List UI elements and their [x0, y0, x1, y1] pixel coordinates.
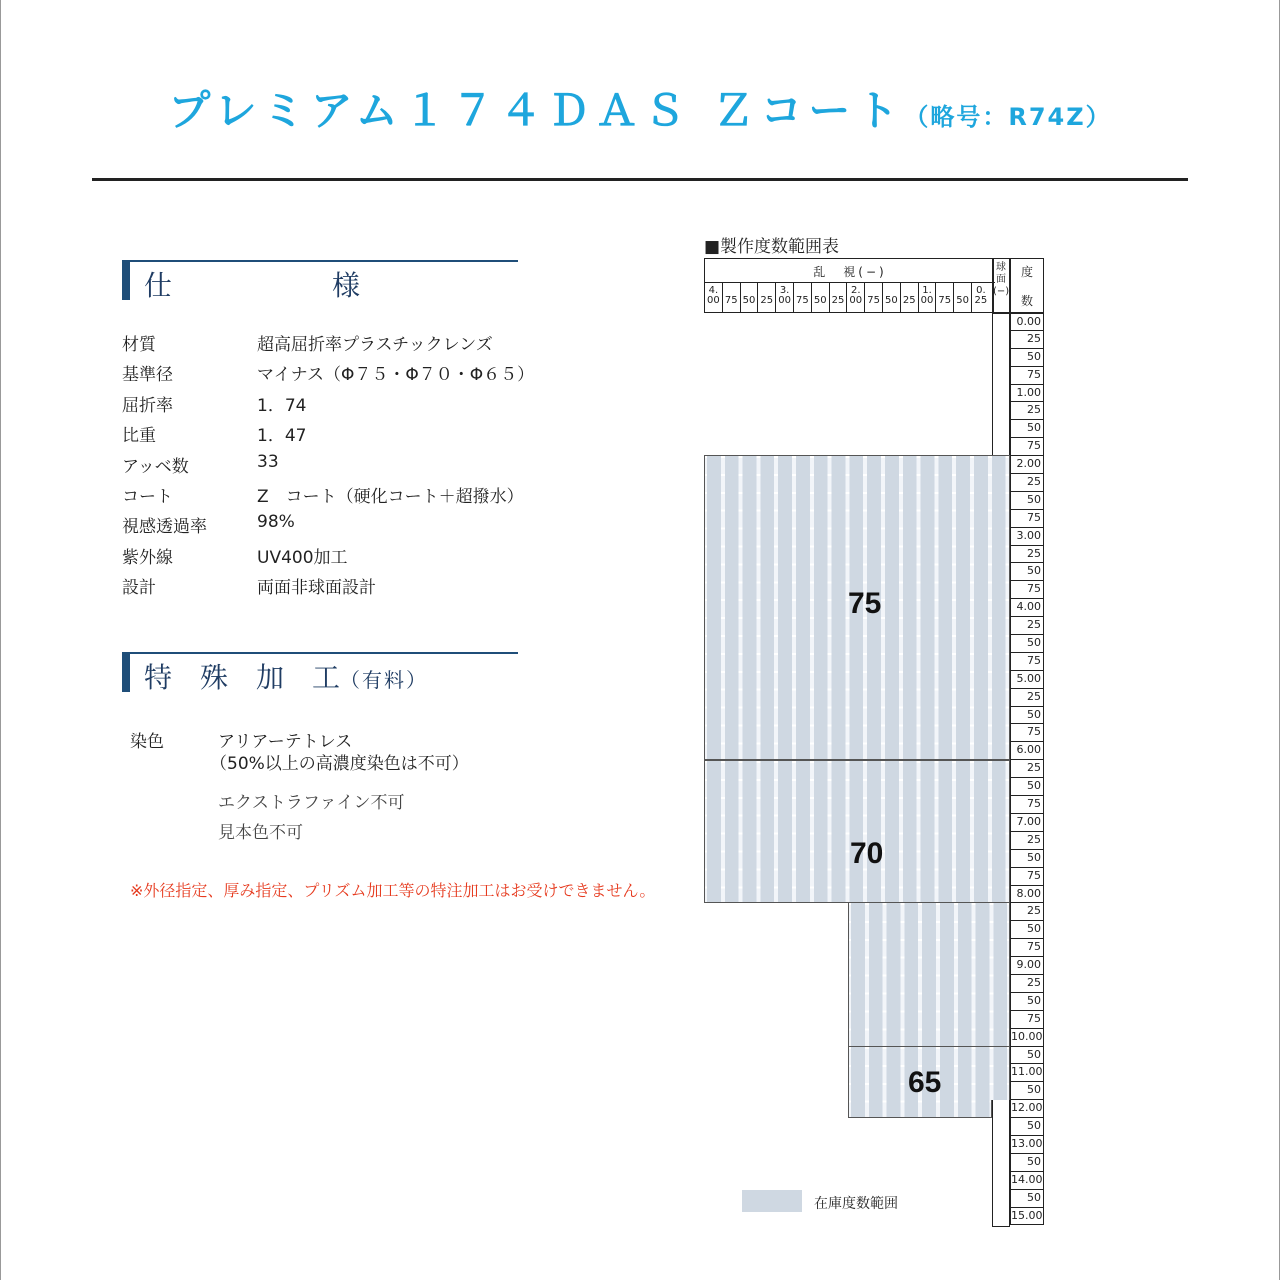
deg-header-top: 度: [1020, 265, 1033, 279]
sph-value-cell: 11.00: [1010, 1064, 1044, 1082]
zone-label-70: 70: [850, 837, 884, 870]
cyl-column-cell: [830, 283, 848, 313]
dye-label: 染色: [130, 732, 164, 752]
spec-value: マイナス（Φ７５・Φ７０・Φ６５）: [257, 365, 535, 386]
cyl-column-value: 00: [849, 295, 863, 306]
sph-value-cell: 50: [1010, 1118, 1044, 1136]
custom-order-warning: ※外径指定、厚み指定、プリズム加工等の特注加工はお受けできません。: [130, 881, 656, 900]
cyl-column-cell: [794, 283, 812, 313]
sph-value-cell: 10.00: [1010, 1029, 1044, 1047]
sph-value-cell: 25: [1010, 903, 1044, 921]
sph-value-cell: 25: [1010, 546, 1044, 564]
sph-value-cell: 50: [1010, 349, 1044, 367]
sph-value-cell: 75: [1010, 438, 1044, 456]
cyl-header-label: 乱 視(−): [813, 265, 887, 279]
cyl-column-value: 25: [831, 295, 845, 306]
cyl-column-value: 00: [778, 295, 791, 306]
sph-value-cell: 5.00: [1010, 671, 1044, 689]
special-heading-note: （有料）: [340, 668, 429, 692]
sph-header: 球面(−): [992, 258, 1010, 313]
spec-key: 紫外線: [122, 547, 173, 568]
sph-value-column: [1010, 313, 1044, 1225]
sph-value-cell: 0.00: [1010, 313, 1044, 331]
cyl-column-value: 75: [796, 295, 809, 306]
sph-value-cell: 75: [1010, 1011, 1044, 1029]
dye-note: （50%以上の高濃度染色は不可）: [210, 754, 469, 774]
sph-value-cell: 25: [1010, 760, 1044, 778]
title-abbr: （略号：R74Z）: [904, 103, 1112, 131]
sample-color-note: 見本色不可: [218, 823, 303, 843]
cyl-column-digit: 3.: [779, 285, 790, 296]
cyl-column-cell: [741, 283, 759, 313]
spec-heading-left: 仕: [144, 269, 173, 302]
legend-label: 在庫度数範囲: [814, 1196, 898, 1212]
heading-bar: [122, 654, 130, 692]
cyl-column-value: 25: [902, 295, 916, 306]
sph-value-cell: 9.00: [1010, 957, 1044, 975]
sph-value-cell: 50: [1010, 1154, 1044, 1172]
sph-value-cell: 50: [1010, 1047, 1044, 1065]
cyl-column-value: 50: [956, 295, 969, 306]
deg-header-bottom: 数: [1020, 294, 1033, 308]
special-heading-label: [144, 656, 428, 696]
cyl-column-cell: [812, 283, 830, 313]
cyl-column-cell: [954, 283, 972, 313]
sph-value-cell: 13.00: [1010, 1136, 1044, 1154]
cyl-column-value: 50: [742, 295, 756, 306]
sph-value-cell: 75: [1010, 868, 1044, 886]
legend-swatch: [742, 1190, 802, 1212]
cyl-column-cell: [865, 283, 883, 313]
cyl-column-cell: [901, 283, 919, 313]
sph-value-cell: 50: [1010, 850, 1044, 868]
cyl-column-cell: [936, 283, 954, 313]
sph-value-cell: 75: [1010, 510, 1044, 528]
sph-value-cell: 25: [1010, 975, 1044, 993]
cyl-column-cell: [705, 283, 723, 313]
sph-value-cell: 25: [1010, 617, 1044, 635]
spec-value: 98%: [257, 512, 295, 533]
cyl-column-value: 50: [885, 295, 898, 306]
spec-value: 1．47: [257, 426, 307, 447]
spec-key: 基準径: [122, 365, 173, 386]
sph-value-cell: 50: [1010, 993, 1044, 1011]
cyl-column-value: 75: [867, 295, 880, 306]
zone-label-75: 75: [848, 587, 882, 620]
spec-key: 比重: [122, 426, 156, 447]
dye-value: アリアーテトレス: [218, 732, 353, 752]
spec-heading-right: 様: [332, 269, 361, 302]
special-heading-text: 特 殊 加 工: [144, 661, 341, 694]
range-table-title: ■製作度数範囲表: [704, 237, 840, 257]
cyl-column-cell: [723, 283, 741, 313]
spec-key: 屈折率: [122, 395, 173, 416]
zone-label-65: 65: [908, 1066, 942, 1099]
cyl-column-cell: [919, 283, 937, 313]
sph-value-cell: 50: [1010, 563, 1044, 581]
spec-value: 両面非球面設計: [257, 578, 376, 599]
sph-value-cell: 14.00: [1010, 1172, 1044, 1190]
spec-value: 1．74: [257, 395, 307, 416]
sph-value-cell: 75: [1010, 581, 1044, 599]
cyl-column-digit: 1.: [922, 285, 932, 296]
sph-value-cell: 25: [1010, 689, 1044, 707]
cyl-column-cell: [758, 283, 776, 313]
spec-value: 超高屈折率プラスチックレンズ: [257, 335, 493, 355]
zone-70-upper: [704, 760, 1010, 903]
spec-key: 設計: [122, 578, 156, 599]
cyl-column-value: 75: [724, 295, 738, 306]
sph-value-cell: 75: [1010, 939, 1044, 957]
sph-value-cell: 75: [1010, 367, 1044, 385]
heading-bar: [122, 262, 130, 300]
sph-value-cell: 25: [1010, 402, 1044, 420]
sph-value-cell: 8.00: [1010, 886, 1044, 904]
sph-value-cell: 75: [1010, 724, 1044, 742]
title-rule: [92, 178, 1188, 181]
sph-value-cell: 50: [1010, 778, 1044, 796]
deg-header: [1010, 258, 1044, 313]
sph-value-cell: 50: [1010, 921, 1044, 939]
page-border-left: [0, 0, 1, 1280]
spec-value: Z コート（硬化コート＋超撥水）: [257, 486, 524, 507]
sph-value-cell: 7.00: [1010, 814, 1044, 832]
sph-value-cell: 15.00: [1010, 1208, 1044, 1226]
spec-value: UV400加工: [257, 547, 348, 568]
sph-value-cell: 1.00: [1010, 385, 1044, 403]
extra-fine-note: エクストラファイン不可: [218, 793, 405, 813]
sph-value-cell: 50: [1010, 492, 1044, 510]
cyl-column-value: 50: [813, 295, 827, 306]
sph-value-cell: 50: [1010, 707, 1044, 725]
cyl-column-value: 25: [974, 295, 988, 306]
sph-value-cell: 4.00: [1010, 599, 1044, 617]
sph-value-cell: 75: [1010, 653, 1044, 671]
cyl-column-cell: [776, 283, 794, 313]
cyl-column-digit: 4.: [708, 285, 719, 296]
spec-key: 材質: [122, 335, 156, 355]
sph-value-cell: 50: [1010, 1190, 1044, 1208]
zone-70-lower: [848, 902, 1010, 1047]
cyl-header-title: [705, 259, 995, 283]
sph-value-cell: 6.00: [1010, 742, 1044, 760]
cyl-column-cell: [972, 283, 990, 313]
spec-heading: [122, 260, 518, 300]
sph-value-cell: 2.00: [1010, 456, 1044, 474]
sph-value-cell: 50: [1010, 420, 1044, 438]
page-title: [0, 78, 1280, 138]
sph-value-cell: 3.00: [1010, 528, 1044, 546]
cyl-header: [704, 258, 994, 313]
cyl-column-digit: 2.: [851, 285, 861, 296]
cyl-column-value: 00: [707, 295, 720, 306]
cyl-column-cell: [847, 283, 865, 313]
sph-value-cell: 50: [1010, 1082, 1044, 1100]
cyl-column-cell: [883, 283, 901, 313]
spec-value: 33: [257, 451, 279, 472]
spec-key: アッベ数: [122, 456, 189, 477]
sph-value-cell: 25: [1010, 832, 1044, 850]
sph-value-cell: 75: [1010, 796, 1044, 814]
sph-value-cell: 25: [1010, 331, 1044, 349]
sph-value-cell: 50: [1010, 635, 1044, 653]
sph-value-cell: 25: [1010, 474, 1044, 492]
sph-value-cell: 12.00: [1010, 1100, 1044, 1118]
cyl-column-value: 75: [938, 295, 952, 306]
special-heading: [122, 652, 518, 692]
title-main: プレミアム１７４ＤＡＳ Ｚコート: [168, 86, 905, 135]
cyl-column-digit: 0.: [976, 285, 986, 296]
spec-key: コート: [122, 486, 173, 507]
cyl-column-value: 00: [920, 295, 934, 306]
spec-key: 視感透過率: [122, 517, 207, 538]
cyl-column-value: 25: [760, 295, 774, 306]
